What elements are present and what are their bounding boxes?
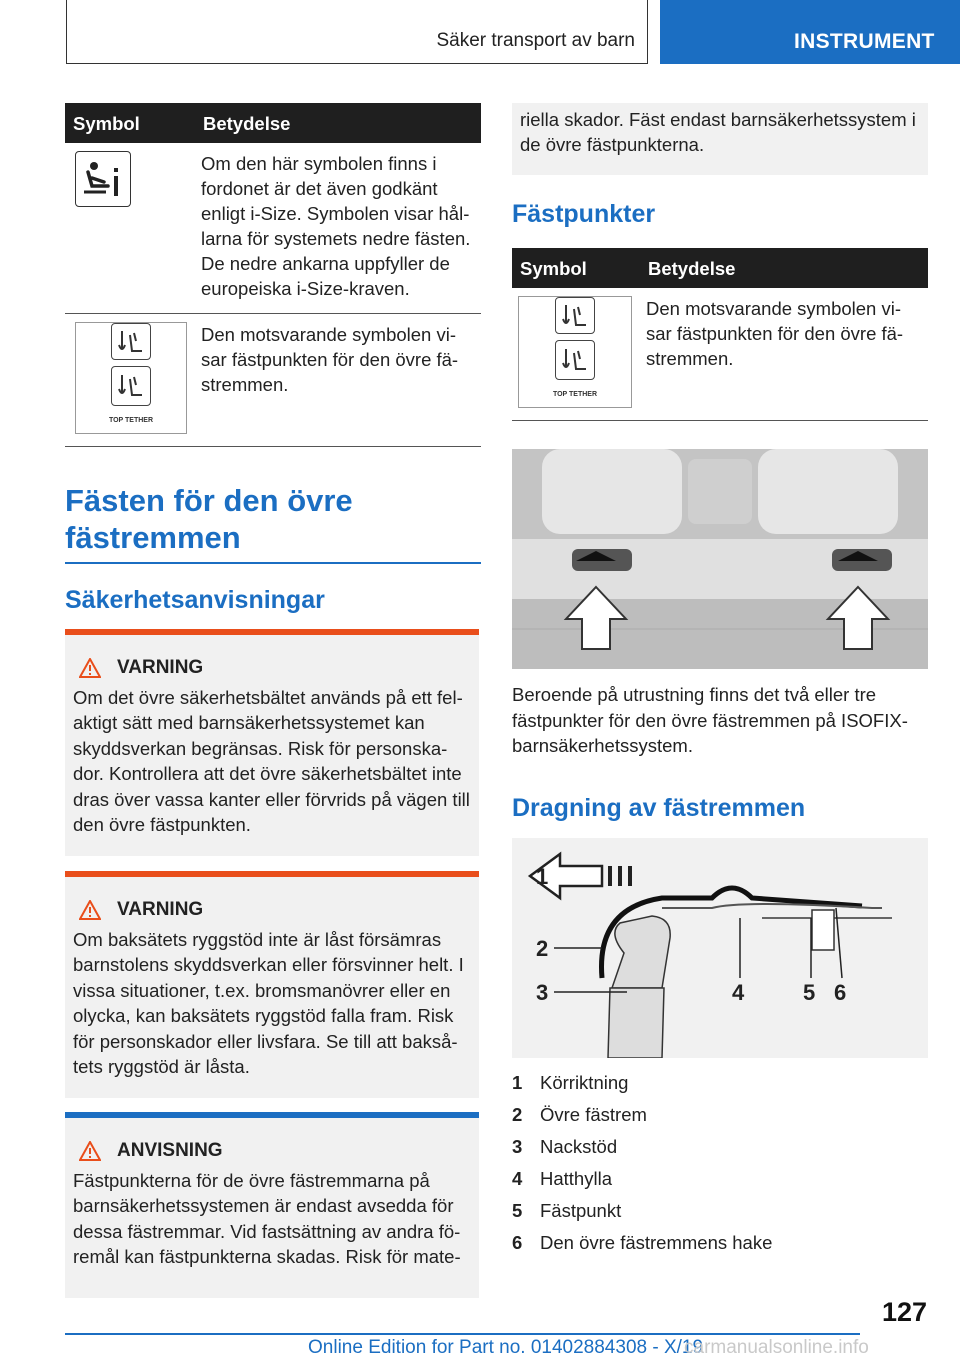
routing-section [512,794,928,823]
points-heading: Fästpunkter [512,200,656,228]
tether-seat-icon [111,323,151,360]
tether-seat-icon [555,297,595,334]
list-item [512,1227,928,1259]
table-row [65,143,481,314]
symbol-cell [65,143,195,314]
list-item [512,1195,928,1227]
legend-label: Den övre fästremmens hake [540,1232,773,1253]
routing-heading: Dragning av fästremmen [512,794,806,822]
points-paragraph-wrap [512,682,928,759]
heading-rule [65,562,481,564]
table-row [65,314,481,447]
symbol-cell [512,288,640,421]
watermark-text: carmanualsonline.info [684,1337,869,1358]
anchor-points-photo [512,449,928,669]
chapter-tab[interactable] [660,0,960,64]
table-header-row [65,103,481,143]
symbol-table-left [65,103,481,447]
col-meaning-header: Betydelse [195,103,481,143]
warning-text: Om det övre säkerhetsbältet används på ett fel-aktigt sätt med barnsäkerhetssystemet kan skyddsverkan begränsas. Risk för personska-dor. Kontrollera att det övre säkerhetsbältet inte dras över vassa kanter eller förvrids på vägen till den övre fästpunkten. [73,686,470,835]
symbol-table-right [512,248,928,421]
meaning-cell: Den motsvarande symbolen vi-sar fästpunkten för den övre fä-stremmen. [195,314,481,447]
note-triangle-icon [79,1141,101,1161]
warning-title: VARNING [117,899,204,920]
callout-4: 4 [732,980,745,1005]
chapter-tab-label: INSTRUMENT [794,30,935,53]
col-symbol-header: Symbol [512,248,640,288]
warning-triangle-icon [79,658,101,678]
top-tether-caption: TOP TETHER [108,417,154,424]
isize-seat-icon [75,151,131,207]
left-column [65,103,481,447]
legend-number: 2 [512,1104,523,1125]
warning-box-1 [65,629,479,856]
footer-rule [65,1333,860,1335]
legend-label: Fästpunkt [540,1200,622,1221]
legend-label: Nackstöd [540,1136,618,1157]
points-section [512,200,928,229]
col-meaning-header: Betydelse [640,248,928,288]
section-title: Säker transport av barn [436,30,635,51]
note-text: Fästpunkterna för de övre fästremmarna på barnsäkerhetssystemen är endast avsedda för dessa fästremmar. Vid fastsättning av andra fö-remål kan fästpunkterna skadas. Risk för mate- [73,1169,461,1267]
continued-note-text: riella skador. Fäst endast barnsäkerhetssystem i de övre fästpunkterna. [520,109,916,155]
note-box [65,1112,479,1298]
warning-text: Om baksätets ryggstöd inte är låst försämras barnstolens skyddsverkan eller försvinner helt. I vissa situationer, t.ex. bromsmanövrer eller en olycka, kan baksätets ryggstöd falla fram. Risk för personskador eller livsfara. Se till att bakså-tets ryggstöd är låsta. [73,928,464,1077]
tether-seat-icon-2 [109,366,153,433]
right-table-wrap [512,248,928,421]
legend-wrap [512,1067,928,1259]
symbol-cell [65,314,195,447]
meaning-cell: Om den här symbolen finns i fordonet är det även godkänt enligt i-Size. Symbolen visar hål-larna för systemets nedre fästen. De nedre ankarna uppfyller de europeiska i-Size-kraven. [195,143,481,314]
section-heading-block [65,482,481,615]
table-row [512,288,928,421]
top-tether-icon [75,322,187,434]
routing-diagram [512,838,928,1058]
top-tether-caption: TOP TETHER [552,391,598,398]
callout-2: 2 [536,936,549,961]
legend-label: Övre fästrem [540,1104,647,1125]
legend-number: 3 [512,1136,523,1157]
warning-triangle-icon [79,900,101,920]
points-paragraph: Beroende på utrustning finns det två eller tre fästpunkter för den övre fästremmen på ISOFIX-barnsäkerhetssystem. [512,684,908,756]
edition-text: Online Edition for Part no. 01402884308 - X/19 [308,1337,704,1358]
note-title: ANVISNING [117,1140,223,1161]
continued-note-box [512,103,928,175]
callout-6: 6 [834,980,847,1005]
legend-label: Körriktning [540,1072,629,1093]
legend-number: 5 [512,1200,523,1221]
callout-5: 5 [803,980,816,1005]
header-frame [66,0,648,64]
callout-1: 1 [536,864,549,889]
legend-number: 1 [512,1072,523,1093]
tether-seat-icon [111,366,151,406]
legend-number: 6 [512,1232,523,1253]
warning-title-row [73,897,473,923]
list-item [512,1163,928,1195]
legend-label: Hatthylla [540,1168,612,1189]
warning-box-2 [65,871,479,1098]
warning-title-row [73,655,473,681]
list-item [512,1131,928,1163]
tether-seat-icon [555,340,595,380]
tether-seat-icon-2 [553,340,597,407]
meaning-cell: Den motsvarande symbolen vi-sar fästpunkten för den övre fä-stremmen. [640,288,928,421]
list-item [512,1067,928,1099]
list-item [512,1099,928,1131]
col-symbol-header: Symbol [65,103,195,143]
page-number: 127 [881,1297,927,1327]
note-title-row [73,1138,473,1164]
legend-number: 4 [512,1168,523,1189]
warning-title: VARNING [117,657,204,678]
table-header-row [512,248,928,288]
top-tether-icon [518,296,632,408]
legend-list [512,1067,928,1259]
main-heading: Fästen för den övre fästremmen [65,483,353,555]
safety-heading: Säkerhetsanvisningar [65,586,325,614]
callout-3: 3 [536,980,549,1005]
